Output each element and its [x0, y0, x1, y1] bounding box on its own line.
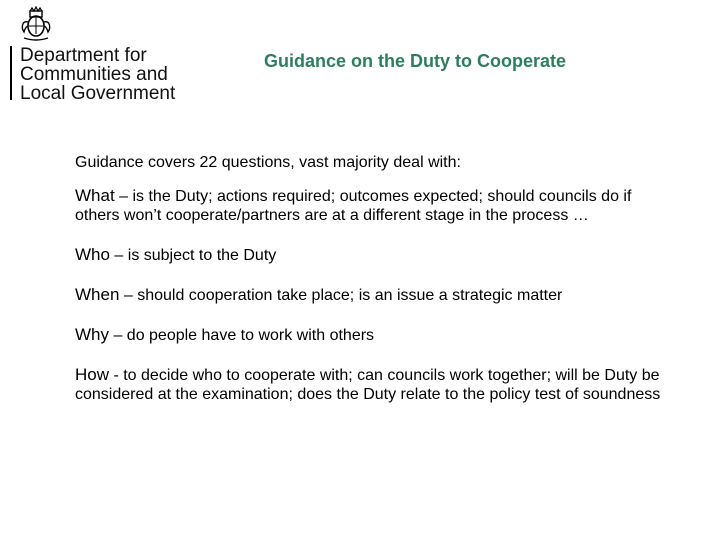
- item-why: [75, 325, 665, 345]
- slide-content: [75, 153, 665, 424]
- item-when: [75, 285, 665, 305]
- item-how: [75, 365, 665, 404]
- item-text: – do people have to work with others: [109, 327, 375, 344]
- item-text: – should cooperation take place; is an issue a strategic matter: [119, 287, 563, 304]
- item-term: When: [75, 285, 120, 304]
- logo-divider: [10, 46, 12, 100]
- item-term: Who: [75, 245, 110, 264]
- intro-text: Guidance covers 22 questions, vast majority deal with:: [75, 154, 461, 171]
- item-text: - to decide who to cooperate with; can councils work together; will be Duty be considered at the examination; does the Duty relate to the policy test of soundness: [75, 367, 661, 403]
- item-who: [75, 245, 665, 265]
- royal-crest-icon: [18, 6, 54, 42]
- item-term: How: [75, 365, 110, 384]
- page-title: Guidance on the Duty to Cooperate: [264, 51, 567, 71]
- item-term: Why: [75, 325, 109, 344]
- logo-line-2: Communities and: [20, 64, 168, 85]
- item-text: – is the Duty; actions required; outcomes expected; should councils do if others won’t cooperate/partners are at a different stage in the process …: [75, 188, 632, 224]
- item-term: What: [75, 186, 115, 205]
- department-logo: [8, 6, 188, 104]
- item-what: [75, 186, 665, 225]
- logo-line-3: Local Government: [20, 83, 176, 104]
- item-text: – is subject to the Duty: [109, 247, 277, 264]
- logo-line-1: Department for: [20, 45, 147, 66]
- logo-wordmark: [20, 46, 175, 103]
